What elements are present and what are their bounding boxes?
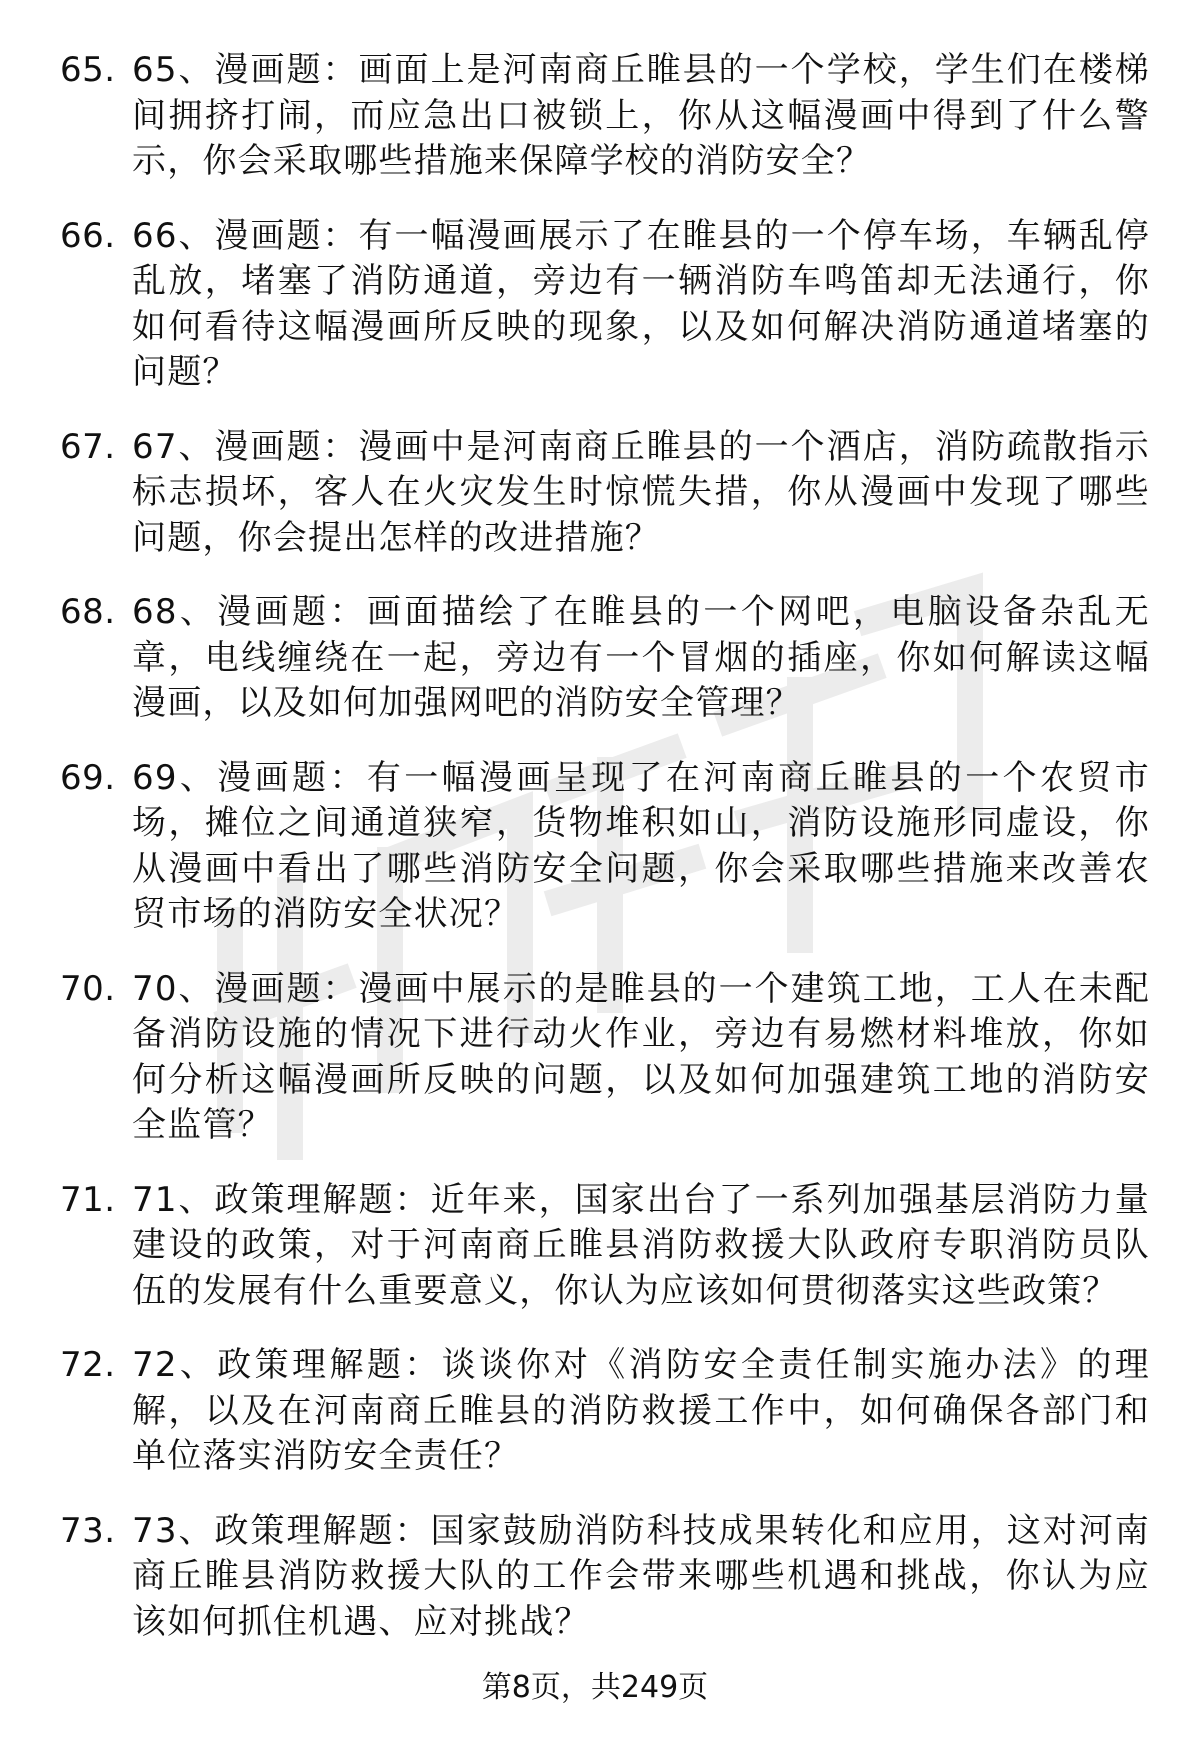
page-number-footer: 第8页，共249页 — [481, 1670, 709, 1705]
question-number: 72. — [60, 1345, 116, 1385]
list-item — [60, 756, 1150, 938]
question-number: 66. — [60, 215, 116, 256]
question-number: 65. — [60, 50, 116, 90]
question-number: 69. — [60, 757, 116, 798]
question-text: 66、漫画题：有一幅漫画展示了在睢县的一个停车场，车辆乱停乱放，堵塞了消防通道，旁边有一辆消防车鸣笛却无法通行，你如何看待这幅漫画所反映的现象，以及如何解决消防通道堵塞的问题？ — [132, 215, 1150, 392]
list-item — [60, 590, 1150, 727]
list-item — [60, 1343, 1150, 1480]
question-number: 70. — [60, 968, 116, 1009]
question-number: 67. — [60, 426, 116, 467]
question-number: 71. — [60, 1179, 116, 1220]
question-text: 67、漫画题：漫画中是河南商丘睢县的一个酒店，消防疏散指示标志损坏，客人在火灾发生时惊慌失措，你从漫画中发现了哪些问题，你会提出怎样的改进措施？ — [132, 426, 1150, 558]
list-item — [60, 48, 1150, 185]
list-item — [60, 967, 1150, 1149]
question-text: 71、政策理解题：近年来，国家出台了一系列加强基层消防力量建设的政策，对于河南商丘睢县消防救援大队政府专职消防员队伍的发展有什么重要意义，你认为应该如何贯彻落实这些政策？ — [132, 1179, 1150, 1311]
question-text: 69、漫画题：有一幅漫画呈现了在河南商丘睢县的一个农贸市场，摊位之间通道狭窄，货物堆积如山，消防设施形同虚设，你从漫画中看出了哪些消防安全问题，你会采取哪些措施来改善农贸市场的消防安全状况？ — [132, 757, 1150, 934]
question-number: 68. — [60, 592, 116, 632]
list-item — [60, 1509, 1150, 1646]
question-text: 65、漫画题：画面上是河南商丘睢县的一个学校，学生们在楼梯间拥挤打闹，而应急出口被锁上，你从这幅漫画中得到了什么警示，你会采取哪些措施来保障学校的消防安全？ — [132, 50, 1150, 181]
question-text: 72、政策理解题：谈谈你对《消防安全责任制实施办法》的理解，以及在河南商丘睢县的消防救援工作中，如何确保各部门和单位落实消防安全责任？ — [132, 1345, 1150, 1476]
list-item — [60, 214, 1150, 396]
question-number: 73. — [60, 1510, 116, 1551]
question-text: 73、政策理解题：国家鼓励消防科技成果转化和应用，这对河南商丘睢县消防救援大队的工作会带来哪些机遇和挑战，你认为应该如何抓住机遇、应对挑战？ — [132, 1510, 1150, 1642]
question-text: 70、漫画题：漫画中展示的是睢县的一个建筑工地，工人在未配备消防设施的情况下进行动火作业，旁边有易燃材料堆放，你如何分析这幅漫画所反映的问题，以及如何加强建筑工地的消防安全监管？ — [132, 968, 1150, 1145]
question-text: 68、漫画题：画面描绘了在睢县的一个网吧，电脑设备杂乱无章，电线缠绕在一起，旁边有一个冒烟的插座，你如何解读这幅漫画，以及如何加强网吧的消防安全管理？ — [132, 592, 1150, 723]
question-list — [60, 48, 1150, 1674]
list-item — [60, 1178, 1150, 1315]
list-item — [60, 425, 1150, 562]
